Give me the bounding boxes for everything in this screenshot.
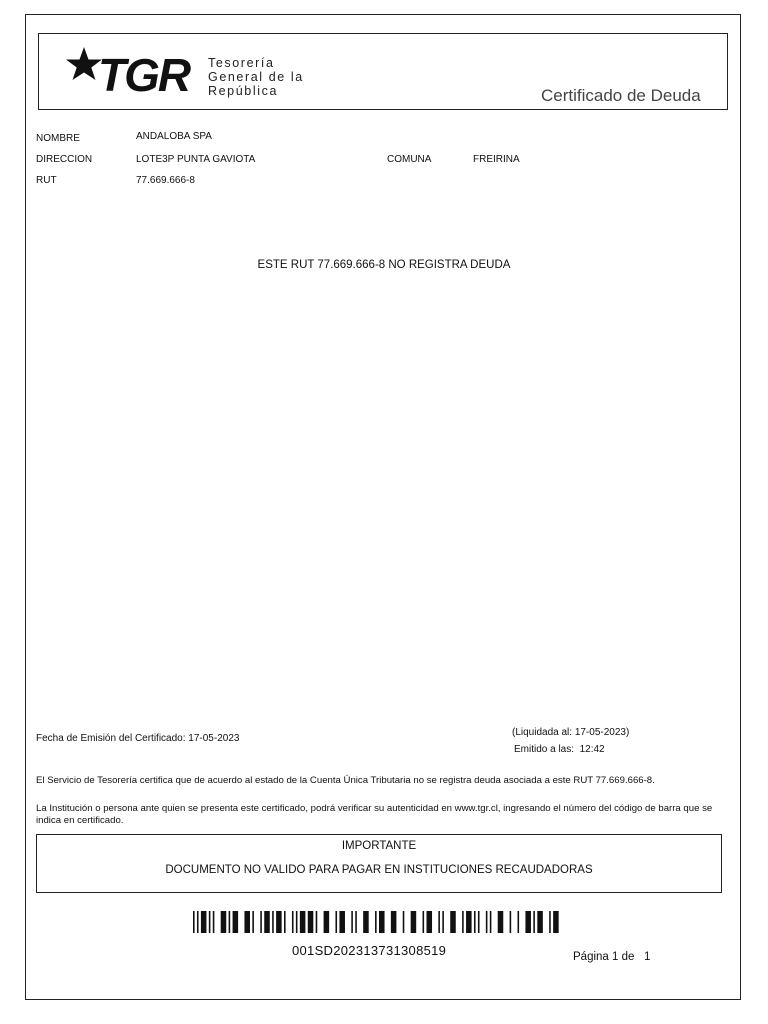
barcode-bar — [284, 911, 286, 933]
nombre-label: NOMBRE — [36, 133, 80, 144]
barcode — [193, 911, 565, 933]
barcode-bar — [316, 911, 318, 933]
direccion-label: DIRECCION — [36, 154, 93, 165]
important-title: IMPORTANTE — [341, 840, 417, 852]
barcode-bar — [474, 911, 476, 933]
barcode-bar — [510, 911, 512, 933]
tgr-logo — [66, 44, 316, 100]
barcode-bar — [201, 911, 207, 933]
barcode-bar — [363, 911, 369, 933]
barcode-bar — [355, 911, 357, 933]
barcode-bar — [244, 911, 250, 933]
barcode-bar — [379, 911, 385, 933]
barcode-bar — [466, 911, 472, 933]
nombre-value: ANDALOBA SPA — [136, 131, 212, 142]
barcode-bar — [229, 911, 231, 933]
barcode-bar — [197, 911, 199, 933]
comuna-label: COMUNA — [387, 154, 432, 165]
important-text: DOCUMENTO NO VALIDO PARA PAGAR EN INSTITUCIONES RECAUDADORAS — [165, 864, 593, 876]
barcode-bar — [423, 911, 425, 933]
barcode-bar — [339, 911, 345, 933]
document-title: Certificado de Deuda — [541, 86, 701, 105]
barcode-bar — [272, 911, 274, 933]
barcode-bar — [252, 911, 254, 933]
tgr-logo-mark — [66, 44, 206, 98]
barcode-bar — [450, 911, 456, 933]
barcode-bar — [264, 911, 270, 933]
barcode-bar — [300, 911, 306, 933]
emission-date: Fecha de Emisión del Certificado: 17-05-2023 — [36, 733, 240, 744]
barcode-bar — [486, 911, 488, 933]
barcode-bar — [193, 911, 195, 933]
logo-line-2: General de la — [208, 70, 304, 84]
important-notice — [36, 834, 722, 893]
barcode-bar — [391, 911, 397, 933]
barcode-bar — [351, 911, 353, 933]
barcode-bar — [549, 911, 551, 933]
barcode-bar — [553, 911, 559, 933]
barcode-bar — [426, 911, 432, 933]
barcode-bar — [296, 911, 298, 933]
barcode-bar — [478, 911, 480, 933]
barcode-bar — [442, 911, 444, 933]
barcode-bar — [213, 911, 215, 933]
liquidada-date: (Liquidada al: 17-05-2023) — [512, 727, 630, 738]
certification-text: El Servicio de Tesorería certifica que de acuerdo al estado de la Cuenta Única Tributaria no se registra deuda asociada a este RUT 77.669.666-8. — [36, 775, 655, 786]
star-icon — [66, 47, 102, 80]
barcode-bar — [498, 911, 504, 933]
logo-letters: TGR — [98, 49, 190, 98]
barcode-bar — [403, 911, 405, 933]
emission-time: Emitido a las: 12:42 — [514, 744, 605, 755]
barcode-bar — [233, 911, 239, 933]
logo-line-3: República — [208, 84, 278, 98]
barcode-bar — [292, 911, 294, 933]
barcode-bar — [335, 911, 337, 933]
logo-institution-name — [208, 56, 304, 98]
barcode-bar — [537, 911, 543, 933]
barcode-bar — [221, 911, 227, 933]
barcode-bar — [260, 911, 262, 933]
barcode-bar — [438, 911, 440, 933]
barcode-bar — [276, 911, 282, 933]
page-number: Página 1 de 1 — [573, 951, 651, 963]
rut-label: RUT — [36, 175, 57, 186]
rut-value: 77.669.666-8 — [136, 175, 195, 186]
barcode-bar — [525, 911, 531, 933]
barcode-bar — [209, 911, 211, 933]
direccion-value: LOTE3P PUNTA GAVIOTA — [136, 154, 256, 165]
barcode-bar — [533, 911, 535, 933]
barcode-bar — [518, 911, 520, 933]
debt-status: ESTE RUT 77.669.666-8 NO REGISTRA DEUDA — [257, 259, 511, 271]
comuna-value: FREIRINA — [473, 154, 520, 165]
verification-text: La Institución o persona ante quien se presenta este certificado, podrá verificar su autenticidad en www.tgr.cl, ingresando el número del código de barra que se indica en certificado. — [36, 803, 713, 826]
barcode-bar — [375, 911, 377, 933]
barcode-number: 001SD202313731308519 — [292, 943, 447, 958]
logo-line-1: Tesorería — [208, 56, 275, 70]
barcode-bar — [462, 911, 464, 933]
barcode-bar — [308, 911, 314, 933]
barcode-bar — [324, 911, 330, 933]
barcode-bar — [411, 911, 417, 933]
barcode-bar — [490, 911, 492, 933]
